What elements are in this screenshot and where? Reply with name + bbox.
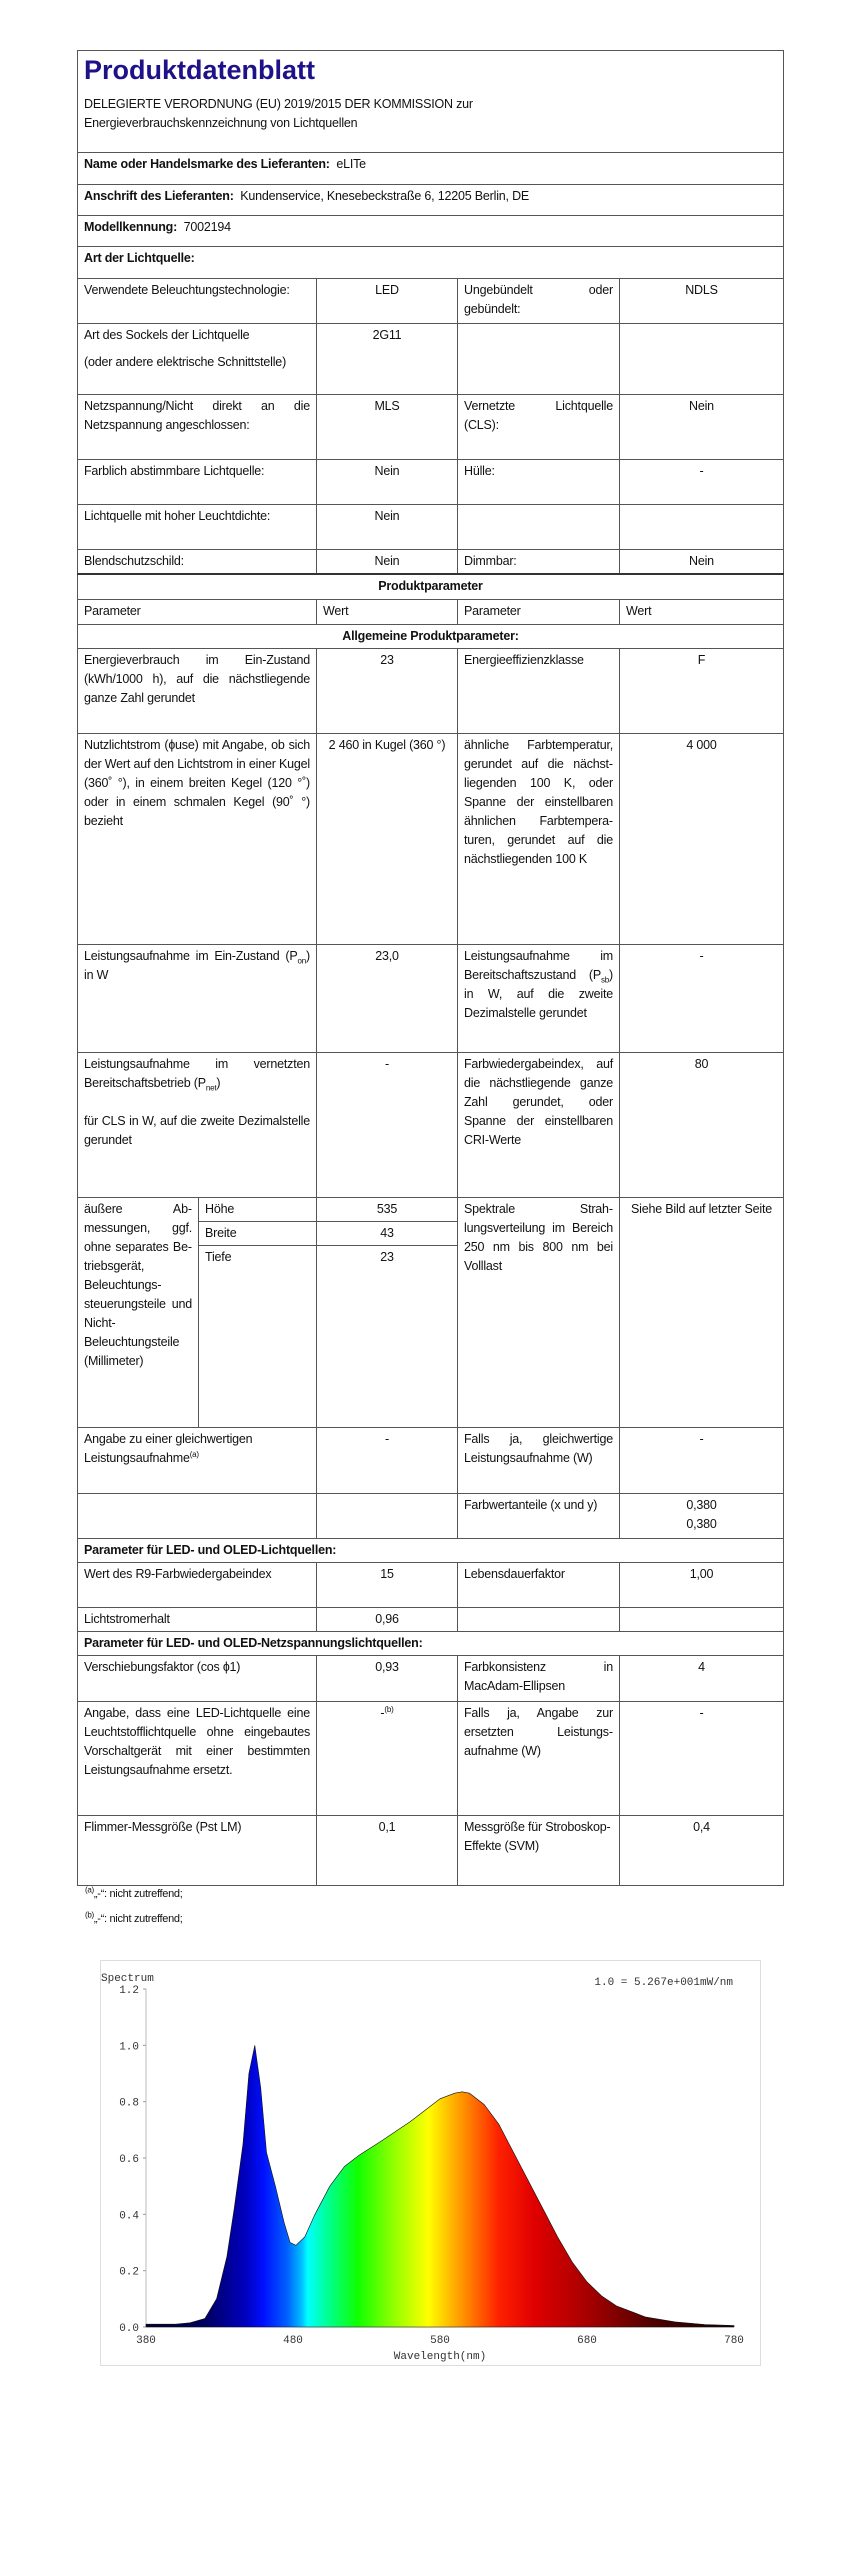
value-cell: 0,1 bbox=[317, 1815, 458, 1885]
x-axis-title: Wavelength(nm) bbox=[393, 2351, 487, 2363]
param-cell: Spektrale Strahlungsverteilung im Bereich 250 nm bis 800 nm bei Volllast bbox=[458, 1197, 620, 1427]
table-row bbox=[78, 460, 784, 505]
table-row bbox=[78, 648, 784, 733]
param-cell: Lichtquelle mit hoher Leuchtdichte: bbox=[78, 505, 317, 550]
footnote-text: „-“: nicht zutreffend; bbox=[93, 1888, 183, 1900]
value-cell: 0,96 bbox=[317, 1607, 458, 1631]
scale-annotation: 1.0 = 5.267e+001mW/nm bbox=[594, 1977, 733, 1989]
param-text: Leistungsaufnahme im vernetzten Bereitschaftsbetrieb (P bbox=[84, 1056, 310, 1090]
supplier-address-label: Anschrift des Lieferanten: bbox=[84, 189, 234, 203]
page-title: Produktdatenblatt bbox=[84, 55, 316, 85]
param-cell: Angabe, dass eine LED-Lichtquelle eine Leuchtstofflichtquelle ohne eingebautes Vorschaltgerät mit einer bestimmten Leistungsaufnahme ersetzt. bbox=[78, 1701, 317, 1815]
param-cell: Farblich abstimmbare Lichtquelle: bbox=[78, 460, 317, 505]
value-cell: NDLS bbox=[620, 279, 784, 324]
param-cell: Lebensdauerfaktor bbox=[458, 1562, 620, 1607]
param-text: ) in W, auf die zweite Dezimalstelle gerundet bbox=[464, 967, 613, 1020]
param-cell bbox=[458, 944, 620, 1052]
table-row bbox=[78, 1607, 784, 1631]
supplier-address-row bbox=[78, 185, 784, 216]
value-cell: Nein bbox=[317, 550, 458, 575]
dimensions-label: äußere Abmessungen, ggf. ohne separates Betriebsgerät, Beleuchtungssteuerungsteile und Nicht-Beleuchtungsteile (Millimeter) bbox=[78, 1197, 199, 1427]
value-cell: 23 bbox=[317, 648, 458, 733]
table-row bbox=[78, 1427, 784, 1493]
general-params-heading: Allgemeine Produktparameter: bbox=[78, 624, 784, 648]
chroma-y: 0,380 bbox=[686, 1516, 717, 1531]
column-header: Parameter bbox=[458, 599, 620, 624]
value-cell: 0,93 bbox=[317, 1655, 458, 1701]
table-row bbox=[78, 279, 784, 324]
table-row bbox=[78, 395, 784, 460]
param-cell bbox=[78, 944, 317, 1052]
value-cell: 0,4 bbox=[620, 1815, 784, 1885]
value-cell: Nein bbox=[317, 460, 458, 505]
subscript: sb bbox=[600, 975, 610, 984]
model-id: 7002194 bbox=[183, 220, 231, 234]
param-cell: Lichtstromerhalt bbox=[78, 1607, 317, 1631]
param-cell: Nutzlichtstrom (ɸuse) mit Angabe, ob sich der Wert auf den Lichtstrom in einer Kugel (360˚ °), in einem breiten Kegel (120 °˚) oder in einem schmalen Kegel (90˚ °) bezieht bbox=[78, 733, 317, 944]
value-cell: Nein bbox=[317, 505, 458, 550]
product-data-sheet bbox=[77, 50, 784, 1886]
param-cell: Flimmer-Messgröße (Pst LM) bbox=[78, 1815, 317, 1885]
supplier-address: Kundenservice, Knesebeckstraße 6, 12205 Berlin, DE bbox=[240, 189, 530, 203]
regulation-line-1: DELEGIERTE VERORDNUNG (EU) 2019/2015 DER KOMMISSION zur bbox=[84, 97, 473, 111]
empty-cell bbox=[458, 324, 620, 395]
param-text: Angabe zu einer gleichwertigen Leistungsaufnahme bbox=[84, 1431, 253, 1465]
value-cell: 80 bbox=[620, 1052, 784, 1197]
table-row bbox=[78, 1701, 784, 1815]
footnote-text: „-“: nicht zutreffend; bbox=[93, 1913, 183, 1925]
table-row bbox=[78, 733, 784, 944]
supplier-name-row bbox=[78, 153, 784, 185]
x-tick-label: 680 bbox=[577, 2335, 597, 2347]
table-row bbox=[78, 1493, 784, 1538]
table-row bbox=[78, 1052, 784, 1197]
value-cell: 4 bbox=[620, 1655, 784, 1701]
empty-cell bbox=[620, 324, 784, 395]
param-cell: Falls ja, Angabe zur ersetzten Leistungsaufnahme (W) bbox=[458, 1701, 620, 1815]
model-row bbox=[78, 216, 784, 247]
y-tick-label: 0.0 bbox=[119, 2323, 139, 2335]
table-row bbox=[78, 1562, 784, 1607]
width-label: Breite bbox=[199, 1221, 317, 1245]
value-cell: - bbox=[620, 460, 784, 505]
footnote-mark: (b) bbox=[85, 1910, 94, 1920]
header-cell bbox=[78, 51, 784, 153]
column-header: Parameter bbox=[78, 599, 317, 624]
param-cell: Vernetzte Lichtquelle (CLS): bbox=[458, 395, 620, 460]
param-cell: Energieeffizienzklasse bbox=[458, 648, 620, 733]
value-cell: 4 000 bbox=[620, 733, 784, 944]
value-cell: Nein bbox=[620, 550, 784, 575]
y-tick-label: 0.8 bbox=[119, 2097, 139, 2110]
subscript: net bbox=[205, 1083, 217, 1092]
param-cell: Messgröße für Stroboskop-Effekte (SVM) bbox=[458, 1815, 620, 1885]
value-cell: 2G11 bbox=[317, 324, 458, 395]
param-cell: Wert des R9-Farbwiedergabeindex bbox=[78, 1562, 317, 1607]
y-tick-label: 0.6 bbox=[119, 2154, 139, 2166]
mls-params-heading: Parameter für LED- und OLED-Netzspannungslichtquellen: bbox=[78, 1631, 784, 1655]
param-cell bbox=[78, 1427, 317, 1493]
supplier-name: eLITe bbox=[336, 157, 366, 171]
column-header: Wert bbox=[620, 599, 784, 624]
light-type-heading: Art der Lichtquelle: bbox=[78, 247, 784, 279]
value-cell: - bbox=[317, 1427, 458, 1493]
param-cell: Ungebündelt oder gebündelt: bbox=[458, 279, 620, 324]
value-cell: 2 460 in Kugel (360 °) bbox=[317, 733, 458, 944]
column-header: Wert bbox=[317, 599, 458, 624]
param-text: Leistungsaufnahme im Ein-Zustand (P bbox=[84, 948, 298, 963]
param-cell: Dimmbar: bbox=[458, 550, 620, 575]
footnote-b bbox=[85, 1910, 183, 1925]
regulation-line-2: Energieverbrauchskennzeichnung von Lichtquellen bbox=[84, 116, 358, 130]
x-tick-label: 580 bbox=[430, 2335, 450, 2347]
param-cell: Energieverbrauch im Ein-Zustand (kWh/1000 h), auf die nächstliegende ganze Zahl gerundet bbox=[78, 648, 317, 733]
empty-cell bbox=[620, 505, 784, 550]
depth-value: 23 bbox=[317, 1245, 458, 1427]
param-text-note: (oder andere elektrische Schnittstelle) bbox=[84, 355, 287, 369]
empty-cell bbox=[317, 1493, 458, 1538]
value-cell: - bbox=[620, 1701, 784, 1815]
param-cell: Verwendete Beleuchtungstechnologie: bbox=[78, 279, 317, 324]
depth-label: Tiefe bbox=[199, 1245, 317, 1427]
param-cell bbox=[78, 1052, 317, 1197]
height-value: 535 bbox=[317, 1197, 458, 1221]
led-params-heading: Parameter für LED- und OLED-Lichtquellen: bbox=[78, 1538, 784, 1562]
value-cell: - bbox=[317, 1052, 458, 1197]
y-tick-label: 1.2 bbox=[119, 1985, 139, 1997]
value-cell: LED bbox=[317, 279, 458, 324]
table-row bbox=[78, 1815, 784, 1885]
value-cell bbox=[317, 1701, 458, 1815]
param-text: für CLS in W, auf die zweite Dezimalstelle gerundet bbox=[84, 1113, 310, 1147]
table-row bbox=[78, 1655, 784, 1701]
y-tick-label: 1.0 bbox=[119, 2041, 139, 2054]
param-text: Art des Sockels der Lichtquelle bbox=[84, 328, 250, 342]
value-cell: MLS bbox=[317, 395, 458, 460]
value-cell: 1,00 bbox=[620, 1562, 784, 1607]
value-cell: Nein bbox=[620, 395, 784, 460]
height-label: Höhe bbox=[199, 1197, 317, 1221]
value-cell: 15 bbox=[317, 1562, 458, 1607]
model-label: Modellkennung: bbox=[84, 220, 178, 234]
empty-cell bbox=[458, 1607, 620, 1631]
footnote-ref: (a) bbox=[189, 1449, 199, 1459]
column-header-row bbox=[78, 599, 784, 624]
param-cell: Farbwiedergabeindex, auf die nächstliegende ganze Zahl gerundet, oder Spanne der einstellbaren CRI-Werte bbox=[458, 1052, 620, 1197]
table-row bbox=[78, 505, 784, 550]
value-text: - bbox=[380, 1705, 385, 1720]
supplier-name-label: Name oder Handelsmarke des Lieferanten: bbox=[84, 157, 330, 171]
subscript: on bbox=[297, 956, 307, 965]
empty-cell bbox=[620, 1607, 784, 1631]
value-cell bbox=[620, 1493, 784, 1538]
param-cell: Verschiebungsfaktor (cos ɸ1) bbox=[78, 1655, 317, 1701]
param-cell: ähnliche Farbtemperatur, gerundet auf die nächstliegenden 100 K, oder Spanne der einstellbaren ähnlichen Farbtemperaturen, gerundet auf die nächstliegenden 100 K bbox=[458, 733, 620, 944]
product-params-heading: Produktparameter bbox=[78, 574, 784, 599]
x-tick-label: 380 bbox=[136, 2335, 156, 2347]
x-tick-label: 480 bbox=[283, 2335, 303, 2347]
y-axis-title: Spectrum bbox=[101, 1973, 154, 1985]
value-cell: Siehe Bild auf letzter Seite bbox=[620, 1197, 784, 1427]
table-row bbox=[78, 550, 784, 575]
footnote-a bbox=[85, 1885, 183, 1900]
param-cell: Blendschutzschild: bbox=[78, 550, 317, 575]
empty-cell bbox=[458, 505, 620, 550]
param-text: Leistungsaufnahme im Bereitschaftszustand (P bbox=[464, 948, 613, 982]
spectrum-chart bbox=[100, 1960, 761, 2366]
empty-cell bbox=[78, 1493, 317, 1538]
table-row bbox=[78, 944, 784, 1052]
param-cell: Falls ja, gleichwertige Leistungsaufnahme (W) bbox=[458, 1427, 620, 1493]
chroma-x: 0,380 bbox=[686, 1497, 717, 1512]
value-cell: 23,0 bbox=[317, 944, 458, 1052]
footnote-mark: (a) bbox=[85, 1885, 94, 1895]
x-tick-label: 780 bbox=[724, 2335, 744, 2347]
value-cell: F bbox=[620, 648, 784, 733]
param-text: ) in W bbox=[84, 948, 310, 982]
width-value: 43 bbox=[317, 1221, 458, 1245]
param-cell: Netzspannung/Nicht direkt an die Netzspannung angeschlossen: bbox=[78, 395, 317, 460]
value-cell: - bbox=[620, 1427, 784, 1493]
param-cell: Farbkonsistenz in MacAdam-Ellipsen bbox=[458, 1655, 620, 1701]
param-cell: Farbwertanteile (x und y) bbox=[458, 1493, 620, 1538]
value-cell: - bbox=[620, 944, 784, 1052]
param-cell: Hülle: bbox=[458, 460, 620, 505]
spectrum-plot bbox=[101, 1961, 760, 2365]
table-row bbox=[78, 1197, 784, 1221]
table-row bbox=[78, 324, 784, 395]
spectrum-area bbox=[146, 2045, 734, 2327]
param-cell bbox=[78, 324, 317, 395]
param-text: ) bbox=[216, 1075, 221, 1090]
y-tick-label: 0.2 bbox=[119, 2266, 139, 2279]
y-tick-label: 0.4 bbox=[119, 2210, 139, 2223]
footnote-ref: (b) bbox=[384, 1704, 394, 1714]
